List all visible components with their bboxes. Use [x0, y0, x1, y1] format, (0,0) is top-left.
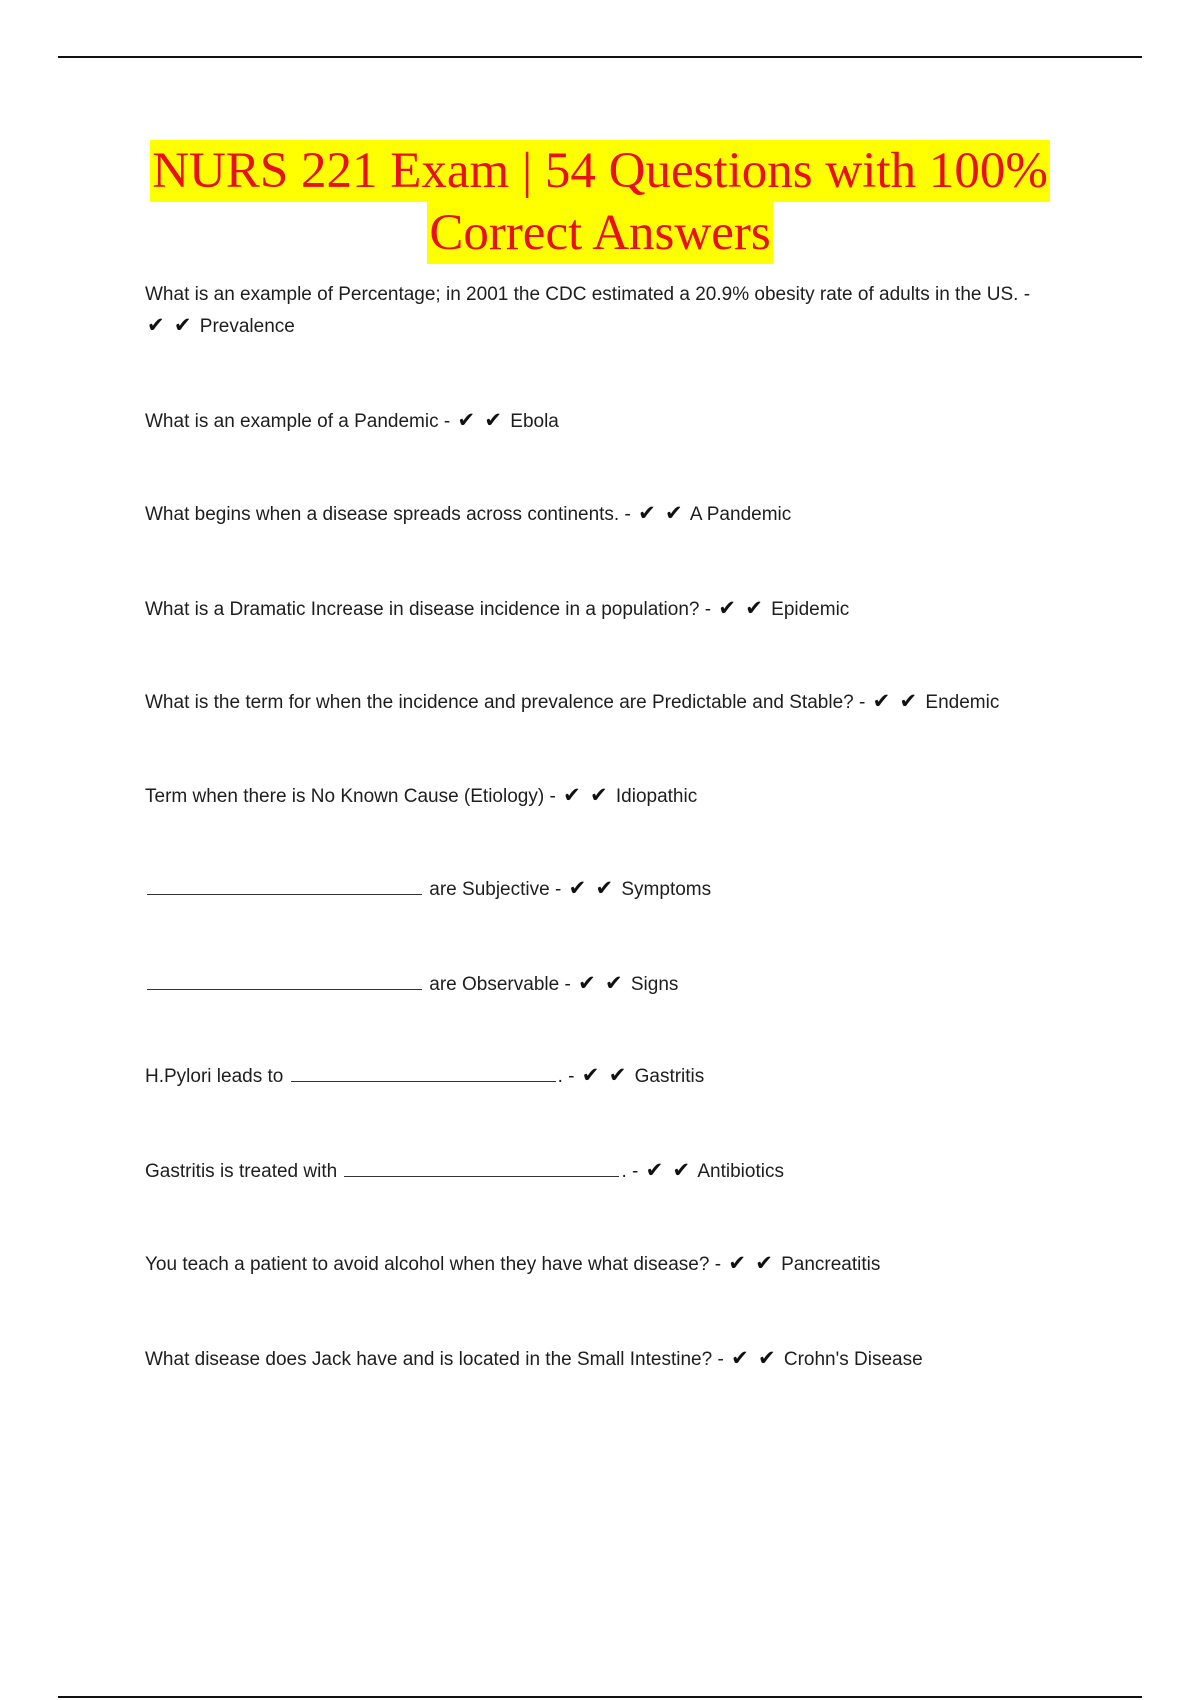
answer-text: Signs	[630, 974, 679, 995]
question-text: are Observable -	[429, 974, 571, 995]
question-text: What is an example of Percentage; in 2001 the CDC estimated a 20.9% obesity rate of adults in the US. -	[145, 284, 1031, 305]
qa-item	[145, 873, 1105, 905]
check-icon: ✔ ✔	[728, 1251, 774, 1275]
fill-in-blank	[344, 1156, 619, 1177]
question-text: What is a Dramatic Increase in disease incidence in a population? -	[145, 599, 712, 620]
answer-text: Endemic	[925, 692, 1000, 713]
question-text: . -	[557, 1066, 575, 1087]
answer-text: Idiopathic	[615, 786, 698, 807]
answer-text: Pancreatitis	[781, 1254, 881, 1275]
qa-item	[145, 280, 1105, 342]
answer-text: A Pandemic	[689, 504, 792, 525]
question-text: Term when there is No Known Cause (Etiology) -	[145, 786, 556, 807]
answer-text: Antibiotics	[697, 1161, 784, 1182]
fill-in-blank	[291, 1061, 556, 1082]
qa-item	[145, 968, 1105, 1000]
title-line-2: Correct Answers	[427, 202, 772, 264]
check-icon: ✔ ✔	[581, 1063, 628, 1087]
qa-item	[145, 780, 1105, 812]
bottom-rule	[58, 1696, 1142, 1698]
check-icon: ✔ ✔	[718, 596, 764, 620]
question-text: H.Pylori leads to	[145, 1066, 284, 1087]
check-icon: ✔ ✔	[563, 783, 609, 807]
check-icon: ✔ ✔	[457, 408, 503, 432]
fill-in-blank	[147, 874, 422, 895]
qa-item	[145, 1060, 1105, 1092]
title-line-1: NURS 221 Exam | 54 Questions with 100%	[150, 140, 1050, 202]
answer-text: Gastritis	[634, 1066, 705, 1087]
fill-in-blank	[147, 969, 422, 990]
qa-item	[145, 686, 1105, 718]
qa-item	[145, 1248, 1105, 1280]
check-icon: ✔ ✔	[645, 1158, 692, 1182]
qa-item	[145, 1343, 1105, 1375]
qa-item	[145, 593, 1105, 625]
answer-text: Ebola	[510, 411, 559, 432]
qa-item	[145, 405, 1105, 437]
qa-item	[145, 498, 1105, 530]
question-text: Gastritis is treated with	[145, 1161, 338, 1182]
check-icon: ✔ ✔	[147, 313, 193, 337]
question-text: . -	[621, 1161, 639, 1182]
check-icon: ✔ ✔	[731, 1346, 777, 1370]
top-rule	[58, 56, 1142, 58]
answer-text: Prevalence	[199, 316, 295, 337]
check-icon: ✔ ✔	[638, 501, 684, 525]
check-icon: ✔ ✔	[872, 689, 919, 713]
question-text: You teach a patient to avoid alcohol when they have what disease? -	[145, 1254, 722, 1275]
answer-text: Epidemic	[771, 599, 850, 620]
document-title	[0, 140, 1200, 264]
check-icon: ✔ ✔	[568, 876, 615, 900]
qa-item	[145, 1155, 1105, 1187]
answer-text: Symptoms	[621, 879, 712, 900]
check-icon: ✔ ✔	[578, 971, 624, 995]
question-text: What is an example of a Pandemic -	[145, 411, 451, 432]
question-text: What disease does Jack have and is located in the Small Intestine? -	[145, 1349, 724, 1370]
question-text: What is the term for when the incidence and prevalence are Predictable and Stable? -	[145, 692, 866, 713]
question-text: What begins when a disease spreads across continents. -	[145, 504, 631, 525]
question-text: are Subjective -	[429, 879, 562, 900]
answer-text: Crohn's Disease	[783, 1349, 923, 1370]
